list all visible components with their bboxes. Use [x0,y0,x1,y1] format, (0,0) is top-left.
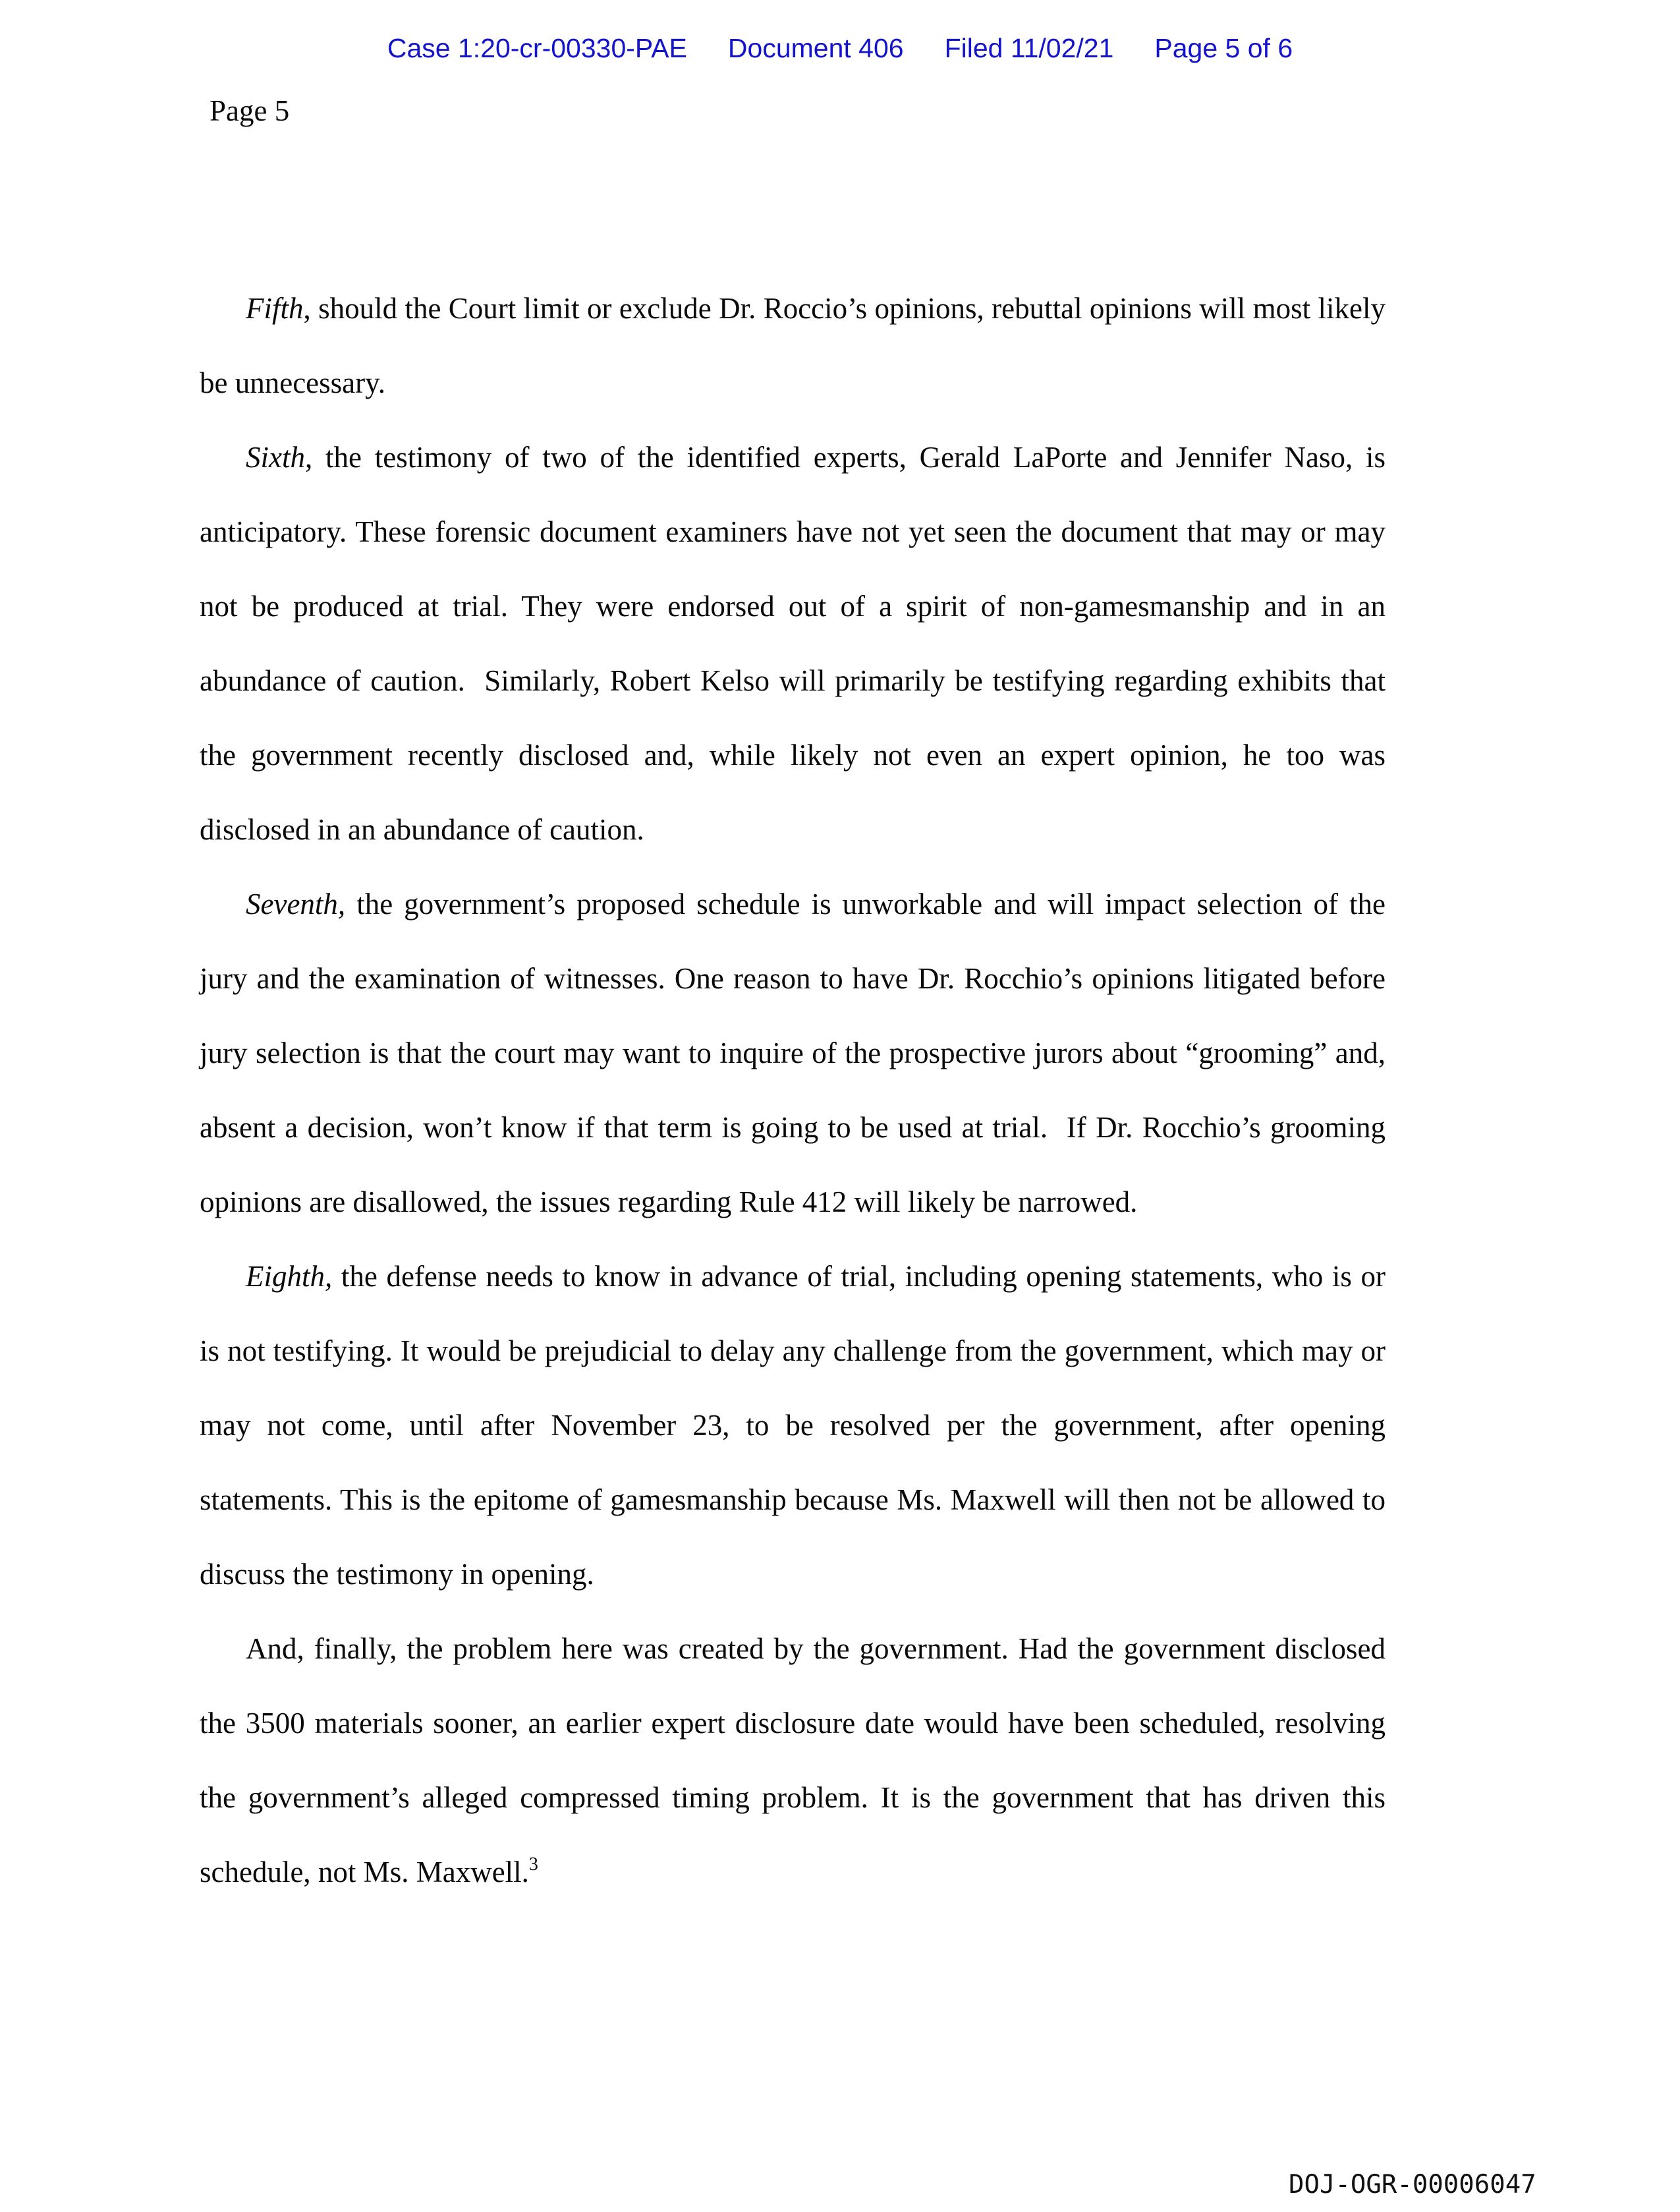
paragraph-lead-word: Fifth [246,292,304,325]
paragraph-lead-word: Seventh, [246,888,346,921]
ecf-header-case-number: Case 1:20-cr-00330-PAE [387,33,687,63]
paragraph: Seventh, the government’s proposed schedule is unworkable and will impact selection of the jury and the examination of witnesses. One reason to have Dr. Rocchio’s opinions litigated before jury selection is that the court may want to inquire of the prospective jurors about “grooming” and, absent a decision, won’t know if that term is going to be used at trial. If Dr. Rocchio’s grooming opinions are disallowed, the issues regarding Rule 412 will likely be narrowed. [200,888,1393,1218]
paragraph-lead-word: Sixth [246,441,305,474]
ecf-header-filed-date: Filed 11/02/21 [944,33,1114,63]
footnote-reference: 3 [528,1854,538,1875]
ecf-header-stamp [0,33,1680,64]
paragraph: And, finally, the problem here was created by the government. Had the government disclosed the 3500 materials sooner, an earlier expert disclosure date would have been scheduled, resolving the government’s alleged compressed timing problem. It is the government that has driven this schedule, not Ms. Maxwell.$^3$ [200,1632,1393,1888]
bates-number-stamp: DOJ-OGR-00006047 [1289,2170,1536,2199]
paragraph: Fifth, should the Court limit or exclude Dr. Roccio’s opinions, rebuttal opinions will most likely be unnecessary. [200,292,1393,399]
ecf-header-document-number: Document 406 [727,33,904,63]
paragraph: Eighth, the defense needs to know in advance of trial, including opening statements, who is or is not testifying. It would be prejudicial to delay any challenge from the government, which may or may not come, until after November 23, to be resolved per the government, after opening statements. This is the epitome of gamesmanship because Ms. Maxwell will then not be allowed to discuss the testimony in opening. [200,1260,1393,1591]
paragraph: Sixth, the testimony of two of the identified experts, Gerald LaPorte and Jennifer Naso, is anticipatory. These forensic document examiners have not yet seen the document that may or may not be produced at trial. They were endorsed out of a spirit of non-gamesmanship and in an abundance of caution. Similarly, Robert Kelso will primarily be testifying regarding exhibits that the government recently disclosed and, while likely not even an expert opinion, he too was disclosed in an abundance of caution. [200,441,1393,846]
document-body [200,271,1393,1910]
paragraph-lead-word: Eighth, [246,1260,333,1293]
ecf-header-page-count: Page 5 of 6 [1154,33,1293,63]
page-number-label: Page 5 [210,94,290,127]
